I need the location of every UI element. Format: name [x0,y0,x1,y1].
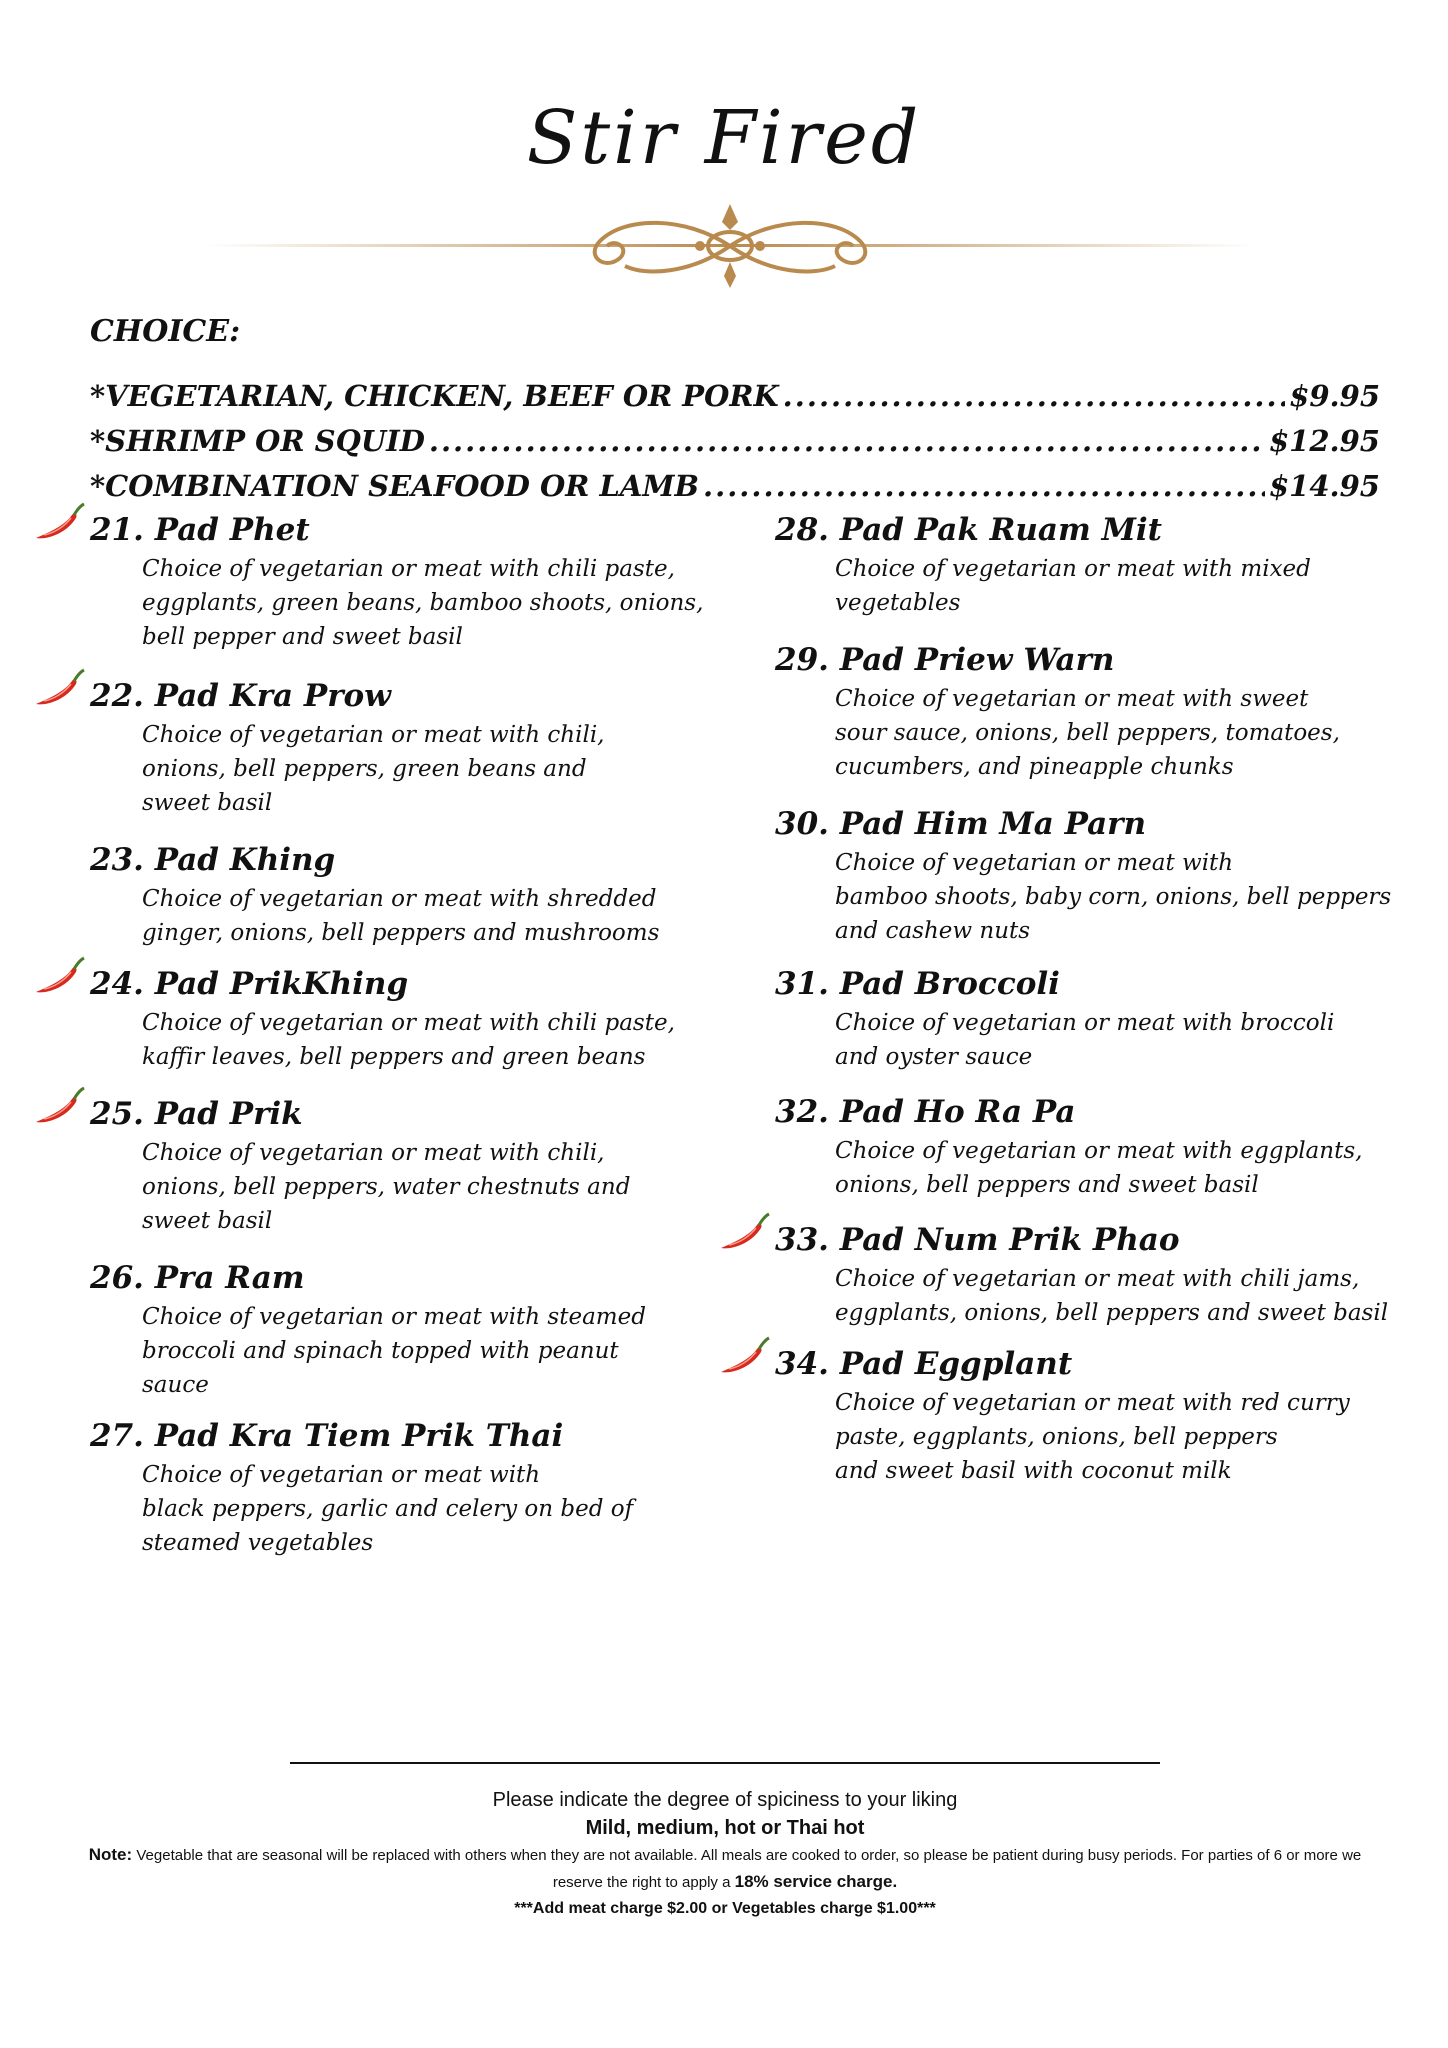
description-line: Choice of vegetarian or meat with chili jams, [835,1266,1360,1292]
menu-item [775,802,1395,948]
extra-charge-note: ***Add meat charge $2.00 or Vegetables charge $1.00*** [514,1900,936,1917]
description-line: Choice of vegetarian or meat with steamed [142,1304,646,1330]
chili-pepper-icon [32,1086,88,1128]
description-line: and cashew nuts [835,918,1031,944]
spice-levels: Mild, medium, hot or Thai hot [585,1817,865,1839]
menu-item [90,962,740,1074]
price-value: $9.95 [1289,379,1380,413]
menu-item-description [90,1300,740,1402]
menu-item [90,1092,740,1238]
description-line: sour sauce, onions, bell peppers, tomatoes, [835,720,1340,746]
description-line: Choice of vegetarian or meat with mixed [835,556,1311,582]
description-line: sauce [142,1372,209,1398]
description-line: and sweet basil with coconut milk [835,1458,1232,1484]
description-line: cucumbers, and pineapple chunks [835,754,1234,780]
description-line: Choice of vegetarian or meat with red curry [835,1390,1350,1416]
price-option-label: *VEGETARIAN, CHICKEN, BEEF OR PORK [90,379,779,413]
menu-item-name: 23. Pad Khing [90,842,336,878]
description-line: Choice of vegetarian or meat with chili, [142,1140,605,1166]
spice-instruction: Please indicate the degree of spiciness to your liking [492,1789,958,1811]
ornament-divider-icon [205,196,1255,296]
menu-item [90,1256,740,1402]
price-row [90,464,1380,509]
description-line: vegetables [835,590,961,616]
menu-item-name: 24. Pad PrikKhing [90,966,409,1002]
description-line: Choice of vegetarian or meat with [142,1462,541,1488]
description-line: bell pepper and sweet basil [142,624,463,650]
dot-leader [703,464,1265,509]
menu-item [775,508,1395,620]
price-row [90,374,1380,419]
chili-pepper-icon [32,502,88,544]
menu-item-name: 26. Pra Ram [90,1260,305,1296]
description-line: bamboo shoots, baby corn, onions, bell peppers [835,884,1392,910]
menu-item-description [775,1006,1395,1074]
description-line: and oyster sauce [835,1044,1033,1070]
description-line: onions, bell peppers, green beans and [142,756,587,782]
menu-item [775,962,1395,1074]
menu-item [775,1090,1395,1202]
description-line: Choice of vegetarian or meat with shredded [142,886,657,912]
chili-pepper-icon [717,1336,773,1378]
price-row [90,419,1380,464]
menu-item [775,1342,1395,1488]
menu-item-name: 25. Pad Prik [90,1096,303,1132]
menu-item-name: 29. Pad Priew Warn [775,642,1115,678]
description-line: black peppers, garlic and celery on bed of [142,1496,634,1522]
menu-item-description [90,718,740,820]
menu-item [90,838,740,950]
menu-item-name: 28. Pad Pak Ruam Mit [775,512,1162,548]
description-line: sweet basil [142,790,273,816]
description-line: Choice of vegetarian or meat with broccoli [835,1010,1335,1036]
description-line: Choice of vegetarian or meat with eggplants, [835,1138,1363,1164]
menu-item-name: 33. Pad Num Prik Phao [775,1222,1180,1258]
description-line: onions, bell peppers and sweet basil [835,1172,1259,1198]
menu-item-description [90,552,740,654]
menu-item [775,638,1395,784]
footer-divider [290,1762,1160,1764]
price-value: $12.95 [1269,424,1380,458]
menu-item-description [775,1386,1395,1488]
menu-item-description [90,882,740,950]
description-line: Choice of vegetarian or meat with chili, [142,722,605,748]
footer-note [80,1842,1370,1896]
price-option-label: *SHRIMP OR SQUID [90,424,425,458]
price-option-label: *COMBINATION SEAFOOD OR LAMB [90,469,699,503]
description-line: steamed vegetables [142,1530,374,1556]
choice-label: CHOICE: [90,314,241,349]
chili-pepper-icon [717,1212,773,1254]
description-line: onions, bell peppers, water chestnuts and [142,1174,631,1200]
menu-item-name: 32. Pad Ho Ra Pa [775,1094,1076,1130]
menu-item [775,1218,1395,1330]
menu-item-description [775,682,1395,784]
menu-item [90,508,740,654]
menu-item-description [775,846,1395,948]
menu-item-description [775,552,1395,620]
menu-column-right [775,508,1395,1488]
description-line: Choice of vegetarian or meat with sweet [835,686,1309,712]
menu-column-left [90,508,740,1560]
description-line: paste, eggplants, onions, bell peppers [835,1424,1278,1450]
dot-leader [783,374,1286,419]
description-line: ginger, onions, bell peppers and mushrooms [142,920,660,946]
dot-leader [429,419,1265,464]
chili-pepper-icon [32,668,88,710]
footer [80,1786,1370,1922]
description-line: broccoli and spinach topped with peanut [142,1338,619,1364]
description-line: sweet basil [142,1208,273,1234]
menu-item-description [90,1136,740,1238]
menu-item [90,674,740,820]
page-title: Stir Fired [526,95,922,181]
description-line: Choice of vegetarian or meat with [835,850,1234,876]
service-charge: 18% service charge. [734,1872,898,1891]
menu-item-name: 30. Pad Him Ma Parn [775,806,1147,842]
menu-item [90,1414,740,1560]
description-line: eggplants, green beans, bamboo shoots, onions, [142,590,704,616]
note-label: Note: [88,1845,133,1864]
menu-item-name: 34. Pad Eggplant [775,1346,1073,1382]
choice-block [90,312,1380,509]
menu-item-name: 31. Pad Broccoli [775,966,1060,1002]
description-line: Choice of vegetarian or meat with chili paste, [142,1010,675,1036]
menu-item-name: 22. Pad Kra Prow [90,678,391,714]
menu-item-description [775,1134,1395,1202]
menu-item-name: 27. Pad Kra Tiem Prik Thai [90,1418,564,1454]
menu-item-description [775,1262,1395,1330]
price-value: $14.95 [1269,469,1380,503]
menu-item-description [90,1006,740,1074]
description-line: Choice of vegetarian or meat with chili paste, [142,556,675,582]
chili-pepper-icon [32,956,88,998]
menu-item-name: 21. Pad Phet [90,512,310,548]
menu-item-description [90,1458,740,1560]
description-line: eggplants, onions, bell peppers and sweet basil [835,1300,1389,1326]
note-text: Vegetable that are seasonal will be replaced with others when they are not available. All meals are cooked to order, so please be patient during busy periods. For parties of 6 or more we reserve the right to apply a [136,1847,1362,1891]
description-line: kaffir leaves, bell peppers and green beans [142,1044,646,1070]
